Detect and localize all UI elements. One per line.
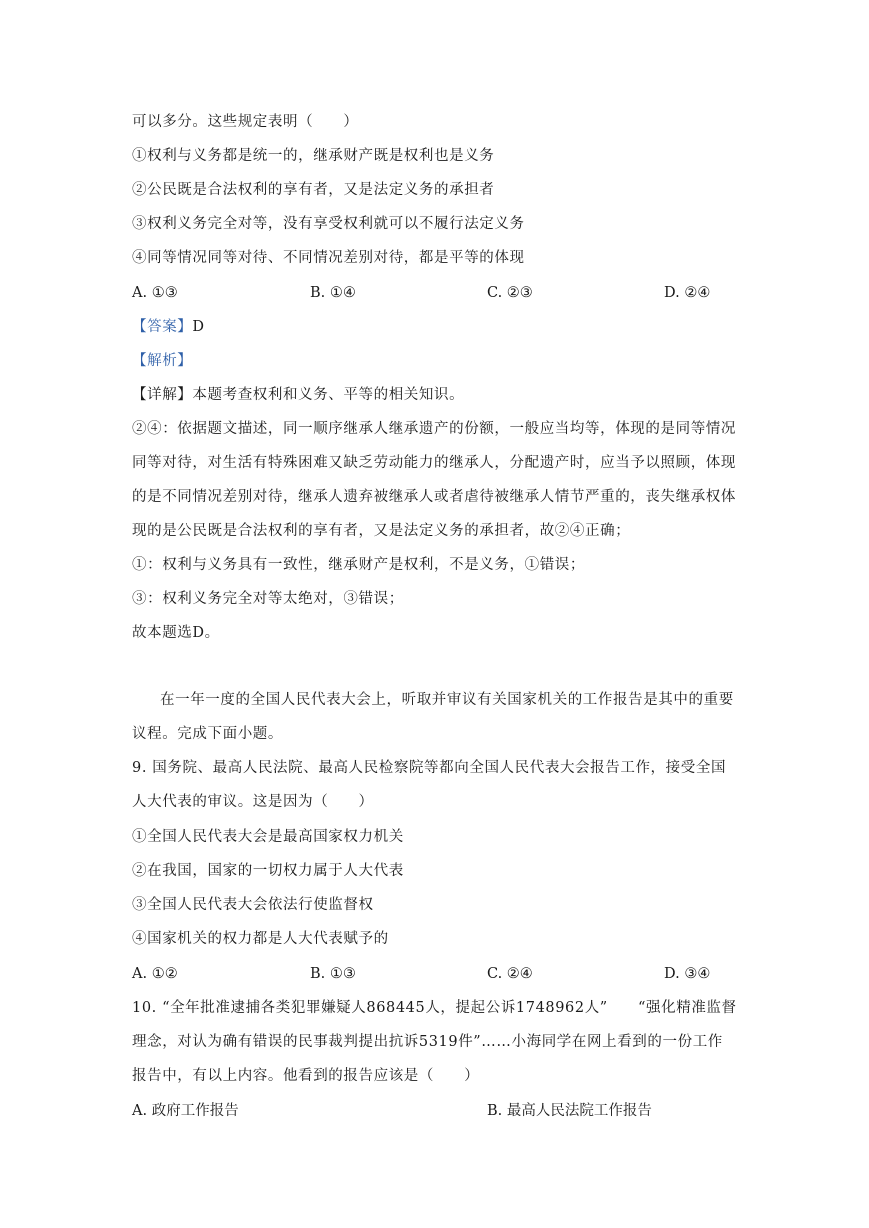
answer-value: D [192,319,205,335]
q8-explain-line: ①：权利与义务具有一致性，继承财产是权利，不是义务，①错误； [132,557,585,573]
q10-stem-line-2: 理念，对认为确有错误的民事裁判提出抗诉5319件”……小海同学在网上看到的一份工作 [132,1034,723,1050]
detail-tag: 【详解】 [132,387,193,403]
q9-option-a: A. ①② [132,966,178,982]
q8-answer [132,317,205,337]
q8-explain-line: 同等对待，对生活有特殊困难又缺乏劳动能力的继承人，分配遗产时，应当予以照顾，体现 [132,455,736,471]
intro-line-2: 议程。完成下面小题。 [132,726,283,742]
q8-option-d: D. ②④ [664,285,711,301]
q9-statement-3: ③全国人民代表大会依法行使监督权 [132,897,374,913]
q9-stem-line-1: 9. 国务院、最高人民法院、最高人民检察院等都向全国人民代表大会报告工作，接受全国 [132,760,727,776]
analysis-tag: 【解析】 [132,353,193,369]
q8-statement-2: ②公民既是合法权利的享有者，又是法定义务的承担者 [132,182,495,198]
q10-option-b: B. 最高人民法院工作报告 [487,1103,652,1119]
q8-stem-end: 可以多分。这些规定表明（ ） [132,114,359,130]
q9-option-d: D. ③④ [664,966,711,982]
q8-option-b: B. ①④ [310,285,356,301]
q8-explain-line: 现的是公民既是合法权利的享有者，又是法定义务的承担者，故②④正确； [132,523,631,539]
q8-option-a: A. ①③ [132,285,178,301]
answer-tag: 【答案】 [132,319,193,335]
q9-option-b: B. ①③ [310,966,356,982]
q8-conclusion: 故本题选D。 [132,625,220,641]
q10-option-a: A. 政府工作报告 [132,1103,239,1119]
q8-statement-4: ④同等情况同等对待、不同情况差别对待，都是平等的体现 [132,250,525,266]
q9-option-c: C. ②④ [487,966,533,982]
q10-stem-line-1: 10. “全年批准逮捕各类犯罪嫌疑人868445人，提起公诉1748962人” “强化精准监督 [132,1000,737,1016]
q9-stem-line-2: 人大代表的审议。这是因为（ ） [132,794,374,810]
q8-explain-line: ③：权利义务完全对等太绝对，③错误； [132,591,404,607]
detail-intro: 本题考查权利和义务、平等的相关知识。 [192,387,465,403]
q8-explain-line: ②④：依据题文描述，同一顺序继承人继承遗产的份额，一般应当均等，体现的是同等情况 [132,421,736,437]
q9-statement-1: ①全国人民代表大会是最高国家权力机关 [132,829,404,845]
q9-statement-2: ②在我国，国家的一切权力属于人大代表 [132,863,404,879]
q10-stem-line-3: 报告中，有以上内容。他看到的报告应该是（ ） [132,1068,480,1084]
q8-statement-3: ③权利义务完全对等，没有享受权利就可以不履行法定义务 [132,216,525,232]
q9-statement-4: ④国家机关的权力都是人大代表赋予的 [132,931,389,947]
q8-statement-1: ①权利与义务都是统一的，继承财产既是权利也是义务 [132,148,495,164]
q8-detail [132,385,464,405]
intro-line-1: 在一年一度的全国人民代表大会上，听取并审议有关国家机关的工作报告是其中的重要 [160,692,734,708]
q8-explain-line: 的是不同情况差别对待，继承人遗弃被继承人或者虐待被继承人情节严重的，丧失继承权体 [132,489,736,505]
q8-option-c: C. ②③ [487,285,533,301]
